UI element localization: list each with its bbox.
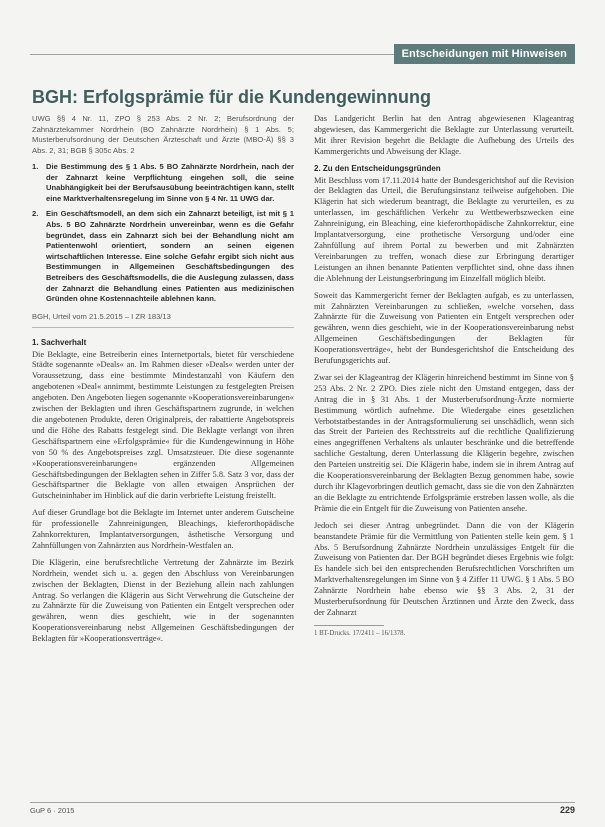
page-footer — [30, 802, 575, 817]
body-paragraph: Auf dieser Grundlage bot die Beklagte im Internet unter anderem Gutscheine für professionelle Zahnreinigungen, Bleachings, kieferorthopädische Zahnkorrekturen, Implantatversorgungen, ästhetische Versorgung und Zahnfüllungen von Zahnärzten aus Nordrhein-Westfalen an. — [32, 508, 294, 550]
headnote-number: 1. — [32, 162, 39, 171]
body-paragraph: Das Landgericht Berlin hat den Antrag abgewiesenen Klageantrag abgewiesen, das Kammergericht die Beklagte zur Unterlassung verurteilt. Mit ihrer Revision begehrt die Beklagte die Aufhebung des Urteils des Kammergerichts und Abweisung der Klage. — [314, 114, 574, 156]
court-citation: BGH, Urteil vom 21.5.2015 – I ZR 183/13 — [32, 312, 294, 328]
headnotes-list — [32, 162, 294, 305]
headnote-text: Ein Geschäftsmodell, an dem sich ein Zahnarzt beteiligt, ist mit § 1 Abs. 5 BO Zahnärzte Nordrhein unvereinbar, wenn es die Gefahr begründet, dass ein Zahnarzt sich bei der Behandlung nicht am Patientenwohl orientiert, sondern an seinen eigenen wirtschaftlichen Interesse. Eine solche Gefahr ergibt sich nicht aus Bestimmungen in Allgemeinen Geschäftsbedingungen des Betreibers des Geschäftsmodells, die die Auslegung zulassen, dass der Zahnarzt die Behandlung eines Patienten aus medizinischen Gründen ohne Kostennachteile ablehnen kann. — [46, 209, 294, 304]
right-column — [314, 114, 574, 640]
headnote — [32, 162, 294, 204]
page-number: 229 — [559, 805, 575, 815]
section-heading-facts: 1. Sachverhalt — [32, 337, 87, 347]
headnote-number: 2. — [32, 209, 39, 219]
footnote-divider — [314, 625, 384, 626]
section-rubric-bar — [30, 44, 575, 64]
left-column — [32, 114, 294, 651]
body-paragraph: Jedoch sei dieser Antrag unbegründet. Dann die von der Klägerin beanstandete Prämie für die Vermittlung von Patienten stelle kein gem. § 1 Abs. 5 Berufsordnung Zahnärzte Nordrhein unzulässiges Entgelt für die Zuweisung von Patienten dar. Der BGH begründet dieses Ergebnis wie folgt: Es handele sich bei den entsprechenden Berufsrechtlichen Vorschriften um Marktverhaltensregelungen im Sinne von § 4 Ziffer 11 UWG. § 1 Abs. 5 BO Zahnärzte Nordrhein habe ebenso wie §§ 3 Abs. 2, 31 der Musterberufsordnung für Deutschen Ärztinnen und Ärzte den Zweck, dass der Zahnarzt — [314, 520, 574, 617]
journal-issue: GuP 6 · 2015 — [30, 806, 75, 815]
footnote: 1 BT-Drucks. 17/2411 – 16/1378. — [314, 629, 406, 637]
body-paragraph: Die Beklagte, eine Betreiberin eines Internetportals, bietet für verschiedene Städte sogenannte »Deals« an. Im Rahmen dieser »Deals« werden unter der Voraussetzung, dass eine bestimmte Mindestanzahl von Käufern den angebotenen »Deal« annimmt, bestimmte Leistungen zu festgelegten Preisen angeboten. Den Angeboten liegen sogenannte »Kooperationsvereinbarungen« zwischen der Beklagten und ihren Geschäftspartnern zugrunde, in welchen die angebotenen Produkte, deren Originalpreis, der rabattierte Angebotspreis und die Höhe des Rabatts festgelegt sind. Die Beklagte verlangt von ihren Geschäftspartnern eine »Erfolgsprämie« für die Kundengewinnung in Höhe von 50 % des Angebotspreises zzgl. Umsatzsteuer. Die diese sogenannte »Kooperationsvereinbarungen« ergänzenden Allgemeinen Geschäftsbedingungen der Beklagten sehen in Ziffer 5.8. Satz 3 vor, dass der Geschäftspartner die Beklagte von allen etwaigen Ansprüchen der Gutscheininhaber im Hinblick auf die darin verbriefte Leistung freistellt. — [32, 349, 294, 501]
body-paragraph: Mit Beschluss vom 17.11.2014 hatte der Bundesgerichtshof auf die Revision der Beklagten das Urteil, die Berufungsinstanz teilweise aufgehoben. Die Klägerin hat sich wiederum beantragt, die Beklagte zu verurteilen, es zu unterlassen, im geschäftlichen Verkehr zu Wettbewerbszwecken eine Zahnreinigung, ein Bleaching, eine kieferorthopädische Zahnkorrektur, eine Implantatversorgung, eine prothetische Versorgung und/oder eine Zahnfüllung auf ihrem Portal zu bewerben und mit Zahnärzten Vereinbarungen zu treffen, wonach diese zur Erbringung derartiger Leistungen an ihnen benannte Patienten verpflichtet sind, ohne dass ihnen die Ablehnung der Leistungserbringung im Einzelfall möglich bleibt. — [314, 175, 574, 283]
body-paragraph: Zwar sei der Klageantrag der Klägerin hinreichend bestimmt im Sinne von § 253 Abs. 2 Nr. 2 ZPO. Dies ziele nicht den Umstand entgegen, dass der Antrag die in § 31 Abs. 1 der Musterberufsordnung-Ärzte normierte Bestimmung wörtlich aufnehme. Die Wiedergabe eines gesetzlichen Verbotstatbestandes in der Antragsformulierung sei unschädlich, wenn sich das Streit der Parteien des Rechtsstreits auf die rechtliche Qualifizierung eines angegriffenen Verhaltens als unlauter beschränke und die betreffende sachliche Gestaltung, deren Unterlassung die Klägerin begehre, zwischen den Parteien unstreitig sei. Die Klägerin habe, indem sie in ihrem Antrag auf die Kooperationsvereinbarung der Beklagten Bezug genommen habe, sowie durch ihr Klagevorbringen deutlich gemacht, dass sie die von den Zahnärzten an die Beklagte zu entrichtende Erfolgsprämie erstreben lassen wolle, als die Prämie die ein Entgelt für die Zuweisung von Patienten ansehe. — [314, 372, 574, 513]
section-heading-reasons: 2. Zu den Entscheidungsgründen — [314, 163, 441, 173]
headnote — [32, 209, 294, 304]
body-paragraph: Soweit das Kammergericht ferner der Beklagten aufgab, es zu unterlassen, mit Zahnärzten Vereinbarungen zu schließen, »welche vorsehen, dass Zahnärzte für die Zuweisung von Patienten ein Entgelt versprechen oder gewähren, wenn dies geschieht, wie in der Kooperationsvereinbarung nebst Allgemeinen Geschäftsbedingungen der Beklagten für Kooperationsverträge«, hebt der Bundesgerichtshof die Entscheidung des Berufungsgerichts auf. — [314, 290, 574, 366]
article-title: BGH: Erfolgsprämie für die Kundengewinnung — [32, 87, 432, 107]
legal-norms: UWG §§ 4 Nr. 11, ZPO § 253 Abs. 2 Nr. 2; Berufsordnung der Zahnärztekammer Nordrhein (BO Zahnärzte Nordrhein) § 1 Abs. 5; Musterberufsordnung der Deutschen Ärzteschaft und Ärzte (MBO-Ä) §§ 3 Abs. 2, 31; BGB § 305c Abs. 2 — [32, 114, 294, 155]
headnote-text: Die Bestimmung des § 1 Abs. 5 BO Zahnärzte Nordrhein, nach der der Zahnarzt keine Verpflichtung eingehen soll, die seine Unabhängigkeit bei der Berufsausübung beeinträchtigen kann, stellt eine Marktverhaltensregelung im Sinne von § 4 Nr. 11 UWG dar. — [46, 162, 294, 203]
body-paragraph: Die Klägerin, eine berufsrechtliche Vertretung der Zahnärzte im Bezirk Nordrhein, wendet sich u. a. gegen den Abschluss von Vereinbarungen zwischen der Beklagten, Dienst in der Beziehung allein nach zahlungen Antrag. So verlangen die Klägerin aus Sicht Verwehrung die Gutscheine der zu Zahnärzte für die Zuweisung von Patienten ein Entgelt versprechen oder gewähren, wenn dies geschieht, wie in der sogenannten Kooperationsvereinbarung nebst Allgemeinen Geschäftsbedingungen der Beklagten für »Kooperationsverträge«. — [32, 557, 294, 644]
section-rubric: Entscheidungen mit Hinweisen — [394, 44, 575, 64]
